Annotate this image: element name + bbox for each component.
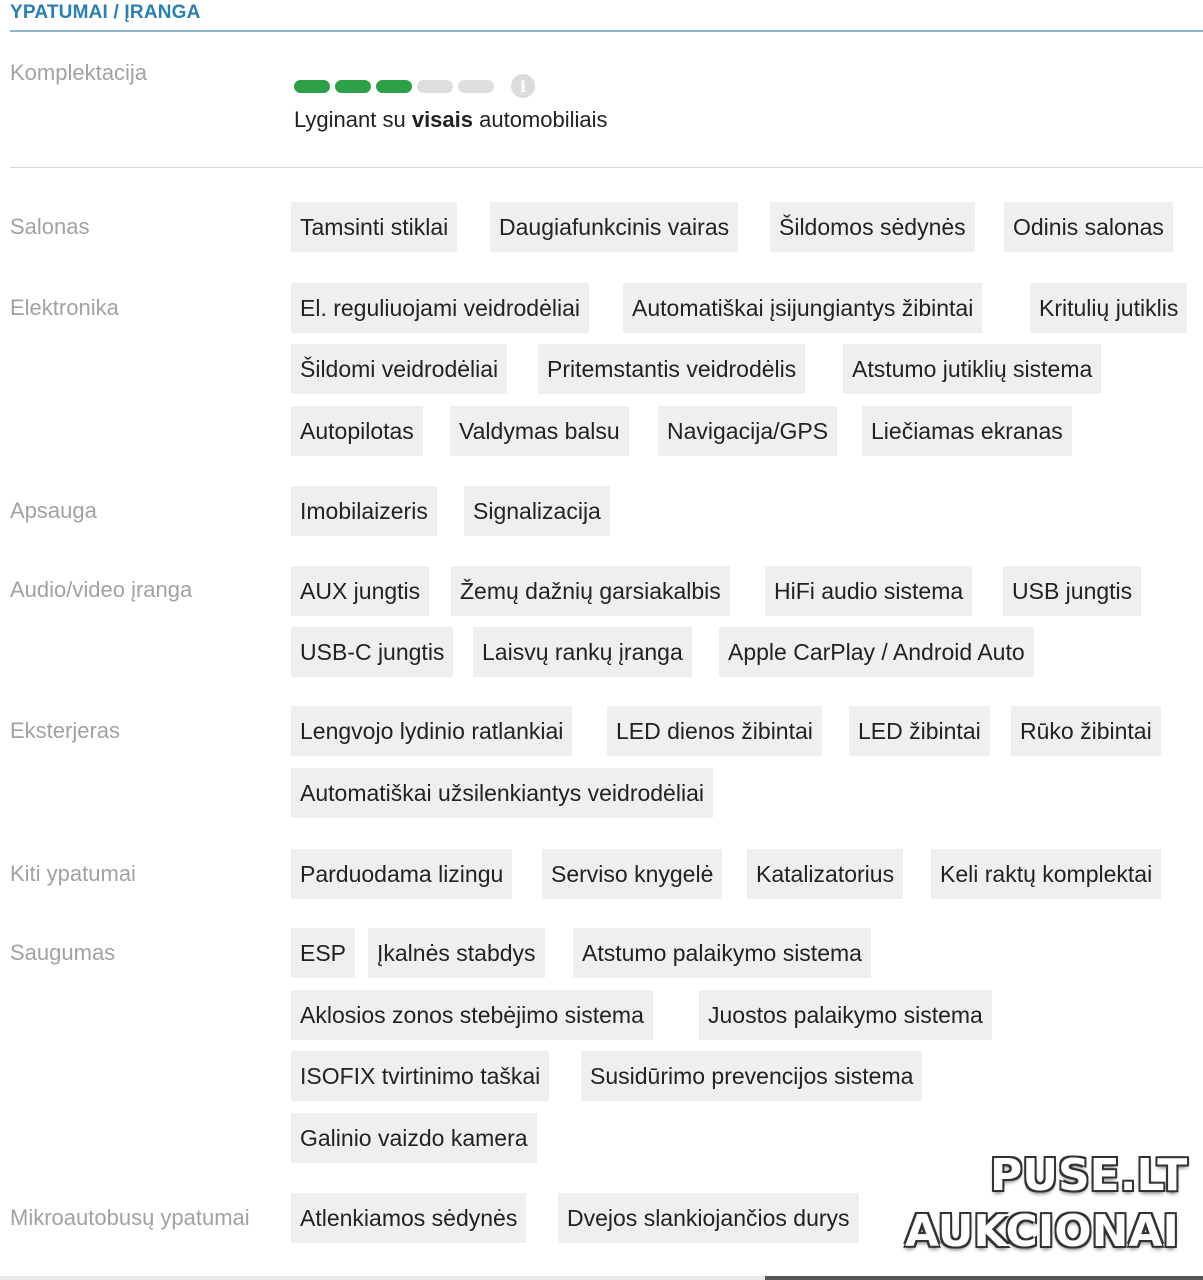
feature-tag: USB jungtis <box>1003 566 1141 616</box>
watermark-line2: AUKCIONAI <box>905 1206 1179 1257</box>
feature-tag: Atstumo jutiklių sistema <box>843 344 1101 394</box>
section-divider <box>10 167 1203 168</box>
feature-tag: Žemų dažnių garsiakalbis <box>451 566 730 616</box>
comparison-text <box>294 107 608 133</box>
feature-tag: Katalizatorius <box>747 849 903 899</box>
feature-tag: Daugiafunkcinis vairas <box>490 202 738 252</box>
feature-tag: ISOFIX tvirtinimo taškai <box>291 1051 549 1101</box>
feature-tag: Imobilaizeris <box>291 486 437 536</box>
equipment-level-meter <box>294 74 535 98</box>
compare-prefix: Lyginant su <box>294 107 412 132</box>
feature-tag: Parduodama lizingu <box>291 849 512 899</box>
category-label-saugumas: Saugumas <box>10 940 116 965</box>
feature-tag: Galinio vaizdo kamera <box>291 1113 537 1163</box>
category-label-salonas: Salonas <box>10 214 90 239</box>
feature-tag: Keli raktų komplektai <box>931 849 1161 899</box>
level-bar <box>417 80 453 93</box>
feature-tag: Tamsinti stiklai <box>291 202 457 252</box>
level-bar <box>458 80 494 93</box>
feature-tag: Signalizacija <box>464 486 610 536</box>
komplektacija-label: Komplektacija <box>10 60 147 85</box>
section-title: YPATUMAI / ĮRANGA <box>10 2 201 23</box>
feature-tag: Susidūrimo prevencijos sistema <box>581 1051 922 1101</box>
feature-tag: Automatiškai užsilenkiantys veidrodėliai <box>291 768 713 818</box>
feature-tag: Automatiškai įsijungiantys žibintai <box>623 283 982 333</box>
feature-tag: Įkalnės stabdys <box>368 928 545 978</box>
feature-tag: Liečiamas ekranas <box>862 406 1072 456</box>
feature-tag: Apple CarPlay / Android Auto <box>719 627 1034 677</box>
level-bar <box>294 80 330 93</box>
feature-tag: El. reguliuojami veidrodėliai <box>291 283 589 333</box>
feature-tag: LED dienos žibintai <box>607 706 822 756</box>
feature-tag: Odinis salonas <box>1004 202 1173 252</box>
feature-tag: Valdymas balsu <box>450 406 629 456</box>
level-bar <box>376 80 412 93</box>
feature-tag: Šildomi veidrodėliai <box>291 344 507 394</box>
info-icon[interactable]: i <box>511 74 535 98</box>
feature-tag: Aklosios zonos stebėjimo sistema <box>291 990 653 1040</box>
feature-tag: Serviso knygelė <box>542 849 722 899</box>
feature-tag: Pritemstantis veidrodėlis <box>538 344 805 394</box>
category-label-eksterjeras: Eksterjeras <box>10 718 121 743</box>
category-label-mikroautobusu-ypatumai: Mikroautobusų ypatumai <box>10 1205 250 1230</box>
feature-tag: Autopilotas <box>291 406 423 456</box>
feature-tag: Rūko žibintai <box>1011 706 1161 756</box>
feature-tag: HiFi audio sistema <box>765 566 972 616</box>
feature-tag: USB-C jungtis <box>291 627 453 677</box>
feature-tag: Atlenkiamos sėdynės <box>291 1193 526 1243</box>
category-label-apsauga: Apsauga <box>10 498 97 523</box>
feature-tag: Atstumo palaikymo sistema <box>573 928 871 978</box>
feature-tag: Šildomos sėdynės <box>770 202 975 252</box>
feature-tag: LED žibintai <box>849 706 990 756</box>
bottom-strip-image <box>765 1276 1203 1280</box>
feature-tag: Laisvų rankų įranga <box>473 627 692 677</box>
watermark-line1: PUSE.LT <box>990 1150 1188 1201</box>
category-label-kiti-ypatumai: Kiti ypatumai <box>10 861 136 886</box>
compare-suffix: automobiliais <box>473 107 608 132</box>
feature-tag: Dvejos slankiojančios durys <box>558 1193 859 1243</box>
feature-tag: AUX jungtis <box>291 566 429 616</box>
feature-tag: Navigacija/GPS <box>658 406 837 456</box>
title-divider <box>10 30 1203 32</box>
feature-tag: ESP <box>291 928 355 978</box>
compare-bold: visais <box>411 107 473 132</box>
feature-tag: Lengvojo lydinio ratlankiai <box>291 706 572 756</box>
level-bar <box>335 80 371 93</box>
feature-tag: Juostos palaikymo sistema <box>699 990 992 1040</box>
feature-tag: Kritulių jutiklis <box>1030 283 1187 333</box>
category-label-elektronika: Elektronika <box>10 295 119 320</box>
category-label-audio-video: Audio/video įranga <box>10 577 193 602</box>
